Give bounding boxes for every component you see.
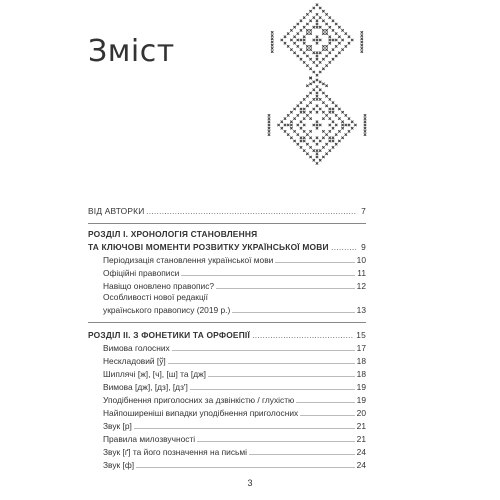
toc-label: Навіщо оновлено правопис? xyxy=(103,281,215,291)
toc-label: Нескладовий [ў] xyxy=(103,356,166,366)
toc-item[interactable] xyxy=(103,406,366,418)
toc-item[interactable] xyxy=(103,253,366,265)
toc-label: Шиплячі [ж], [ч], [ш] та [дж] xyxy=(103,369,207,379)
toc-page: 17 xyxy=(356,343,366,353)
toc-label: Найпоширеніші випадки уподібнення приголосних xyxy=(103,408,299,418)
toc-item[interactable] xyxy=(103,341,366,353)
leader-line xyxy=(216,288,355,289)
section-divider xyxy=(88,223,366,224)
toc-label: ВІД АВТОРКИ xyxy=(88,206,145,216)
page-number: 3 xyxy=(247,478,253,488)
toc-item[interactable] xyxy=(103,393,366,405)
toc-section-1[interactable] xyxy=(88,240,366,252)
toc-page: 19 xyxy=(356,382,366,392)
leader-line xyxy=(208,376,355,377)
leader-line xyxy=(232,312,354,313)
section-heading-1-line2: ТА КЛЮЧОВІ МОМЕНТИ РОЗВИТКУ УКРАЇНСЬКОЇ МОВИ xyxy=(88,242,329,252)
toc-page: 21 xyxy=(356,434,366,444)
toc-item-line1: Особливості нової редакції xyxy=(103,292,208,302)
toc-item[interactable] xyxy=(103,458,366,470)
toc-label: Періодизація становлення української мови xyxy=(103,255,274,265)
toc-item[interactable] xyxy=(103,354,366,366)
leader-dots xyxy=(252,337,354,338)
toc-page: 11 xyxy=(357,268,366,278)
toc-item[interactable] xyxy=(103,367,366,379)
toc-item[interactable] xyxy=(103,419,366,431)
section-heading-2: РОЗДІЛ ІІ. З ФОНЕТИКИ ТА ОРФОЕПІЇ xyxy=(88,330,250,340)
leader-line xyxy=(190,389,355,390)
toc-label: Звук [ф] xyxy=(103,460,135,470)
page-title: Зміст xyxy=(88,34,175,69)
toc-page: 20 xyxy=(356,408,366,418)
toc-label: Звук [ґ] та його позначення на письмі xyxy=(103,447,248,457)
toc-page: 18 xyxy=(356,356,366,366)
leader-line xyxy=(136,467,355,468)
toc-label: українського правопису (2019 р.) xyxy=(103,305,231,315)
toc-item[interactable] xyxy=(103,279,366,291)
toc-item[interactable] xyxy=(103,303,366,315)
leader-line xyxy=(134,428,355,429)
leader-line xyxy=(275,262,354,263)
leader-line xyxy=(181,275,355,276)
toc-page: 12 xyxy=(356,281,366,291)
toc-page: 19 xyxy=(356,395,366,405)
toc-label: Вимова голосних xyxy=(103,343,170,353)
toc-page: 10 xyxy=(356,255,366,265)
toc-label: Правила милозвучності xyxy=(103,434,196,444)
toc-label: Звук [р] xyxy=(103,421,132,431)
toc-page: 18 xyxy=(356,369,366,379)
leader-dots xyxy=(146,213,356,214)
leader-line xyxy=(168,363,355,364)
leader-line xyxy=(172,350,355,351)
toc-entry-author[interactable] xyxy=(88,204,366,216)
leader-line xyxy=(197,441,355,442)
leader-line xyxy=(249,454,355,455)
toc-label: Уподібнення приголосних за дзвінкістю / глухістю xyxy=(103,395,295,405)
leader-dots xyxy=(331,249,356,250)
toc-page: 24 xyxy=(356,460,366,470)
toc-item[interactable] xyxy=(103,266,366,278)
toc-page: 15 xyxy=(356,330,366,340)
leader-line xyxy=(296,402,354,403)
toc-page: 9 xyxy=(361,242,366,252)
toc-item[interactable] xyxy=(103,432,366,444)
toc-page: 7 xyxy=(361,206,366,216)
toc-page: 13 xyxy=(356,305,366,315)
toc-item[interactable] xyxy=(103,380,366,392)
toc-section-2[interactable] xyxy=(88,328,366,340)
toc-page: 21 xyxy=(356,421,366,431)
leader-line xyxy=(300,415,354,416)
section-divider xyxy=(88,322,366,323)
toc-label: Вимова [дж], [дз], [дз'] xyxy=(103,382,188,392)
toc-page: 24 xyxy=(356,447,366,457)
toc-label: Офіційні правописи xyxy=(103,268,180,278)
toc-item[interactable] xyxy=(103,445,366,457)
section-heading-1-line1: РОЗДІЛ І. ХРОНОЛОГІЯ СТАНОВЛЕННЯ xyxy=(88,229,258,239)
